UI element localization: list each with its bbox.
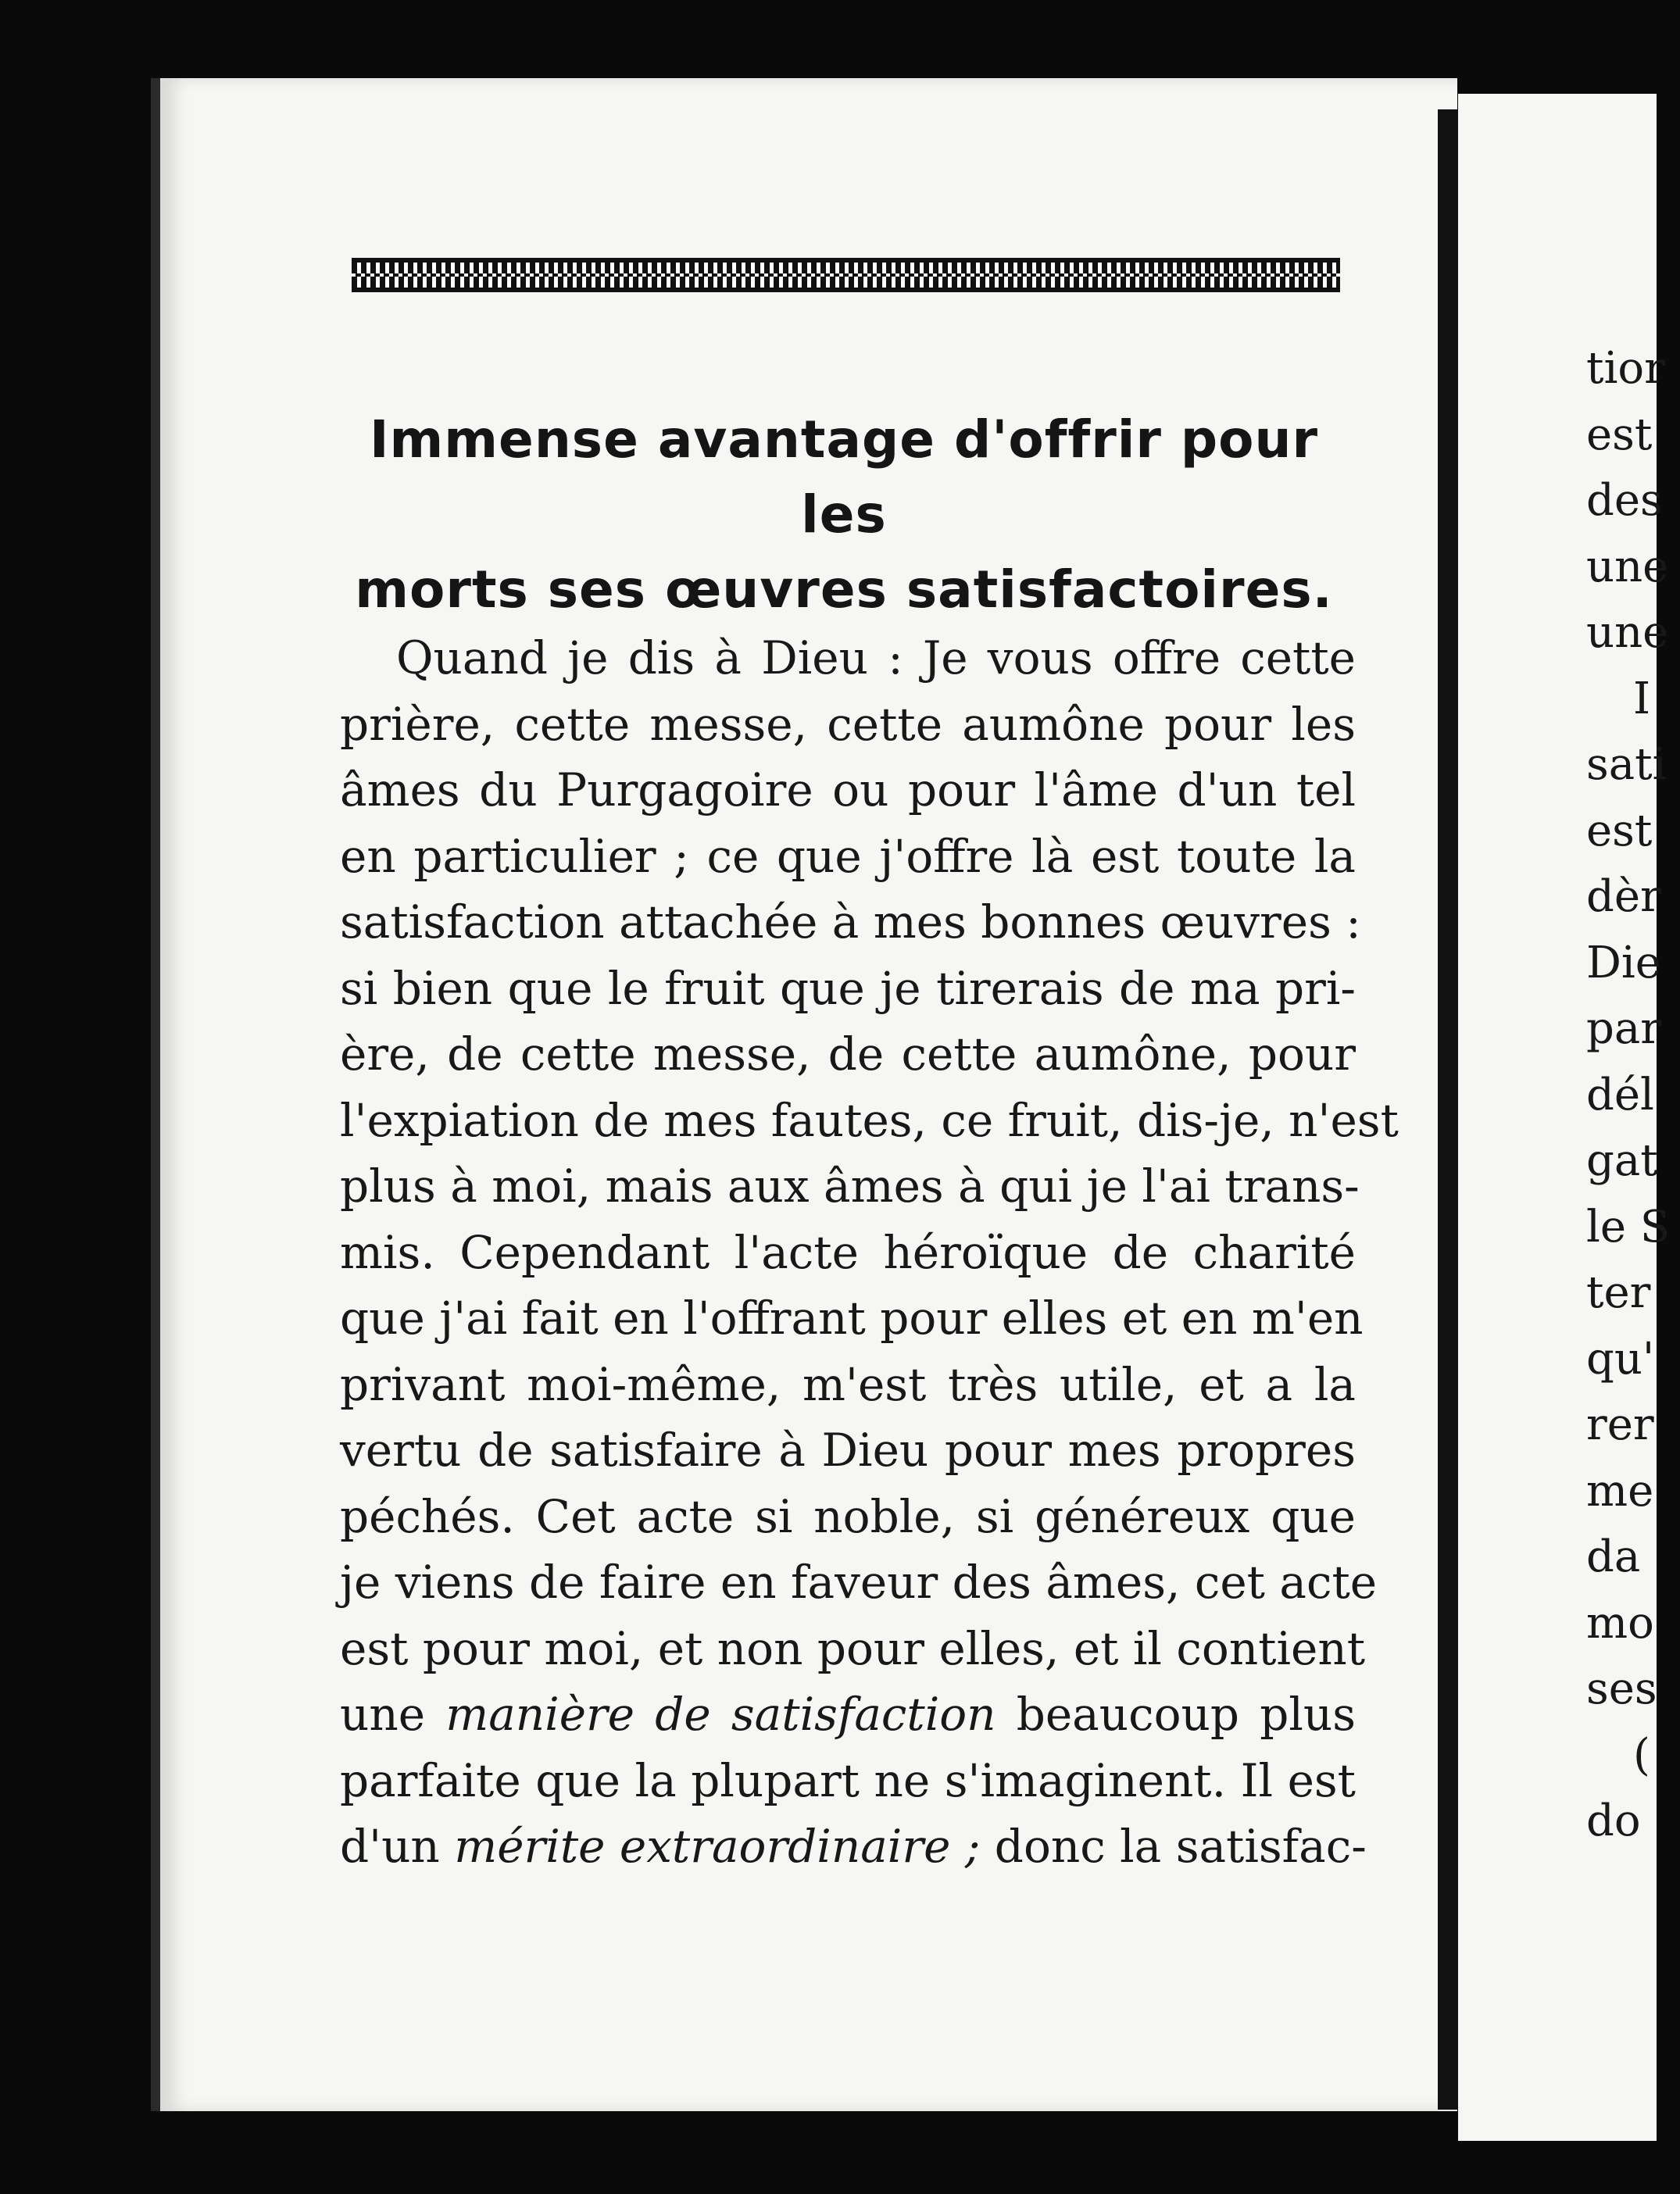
body-paragraph — [340, 625, 1399, 1880]
right-page-fragment: ( — [1633, 1729, 1650, 1781]
right-page-fragment: rer — [1586, 1399, 1654, 1450]
text-line: vertu de satisfaire à Dieu pour mes propres — [340, 1424, 1356, 1477]
text-line: privant moi-même, m'est très utile, et a la — [340, 1357, 1356, 1411]
right-page-fragment: une — [1586, 607, 1669, 658]
decorative-border-ornament — [352, 258, 1340, 292]
right-page-fragment: le S — [1586, 1201, 1671, 1252]
right-page-fragment: est — [1586, 805, 1653, 856]
text-line: parfaite que la plupart ne s'imaginent. Il est — [340, 1753, 1356, 1807]
right-page-fragment: gat — [1586, 1135, 1658, 1186]
title-line-2: morts ses œuvres satisfactoires. — [355, 559, 1333, 620]
right-page-fragment: dél — [1586, 1069, 1654, 1120]
book-spine — [1438, 109, 1458, 2110]
text-segment: d'un — [340, 1820, 455, 1873]
text-segment: beaucoup plus — [995, 1688, 1356, 1741]
right-page-fragment: par — [1586, 1003, 1662, 1054]
right-page-fragment: qu' — [1586, 1333, 1655, 1385]
italic-phrase: manière de satisfaction — [445, 1688, 996, 1741]
text-line: prière, cette messe, cette aumône pour les — [340, 697, 1356, 751]
right-page-fragment: tior — [1586, 343, 1665, 394]
text-line: que j'ai fait en l'offrant pour elles et en m'en — [340, 1292, 1364, 1345]
text-line: si bien que le fruit que je tirerais de ma pri- — [340, 961, 1356, 1015]
text-line: péchés. Cet acte si noble, si généreux que — [340, 1489, 1356, 1543]
right-page-fragment: mo — [1586, 1597, 1654, 1649]
right-page-fragment: da — [1586, 1531, 1641, 1582]
text-line: satisfaction attachée à mes bonnes œuvres : — [340, 895, 1361, 949]
text-line: ère, de cette messe, de cette aumône, pour — [340, 1027, 1356, 1081]
right-page-fragment: une — [1586, 541, 1669, 592]
text-line: mis. Cependant l'acte héroïque de charité — [340, 1225, 1356, 1279]
text-segment: donc la satisfac- — [980, 1820, 1367, 1873]
text-line: en particulier ; ce que j'offre là est toute la — [340, 829, 1356, 883]
text-line: l'expiation de mes fautes, ce fruit, dis-je, n'est — [340, 1093, 1399, 1147]
right-page-fragment: I — [1633, 673, 1651, 724]
text-line: je viens de faire en faveur des âmes, cet acte — [340, 1556, 1378, 1609]
text-line-with-italic — [340, 1813, 1367, 1880]
right-page-fragment: dèr — [1586, 871, 1661, 922]
right-page-fragment: Die — [1586, 937, 1661, 988]
text-segment: une — [340, 1688, 446, 1741]
right-page-fragment: ter — [1586, 1267, 1651, 1318]
text-line-with-italic — [340, 1681, 1356, 1748]
right-page-text-fragments — [1586, 336, 1680, 1855]
right-page-fragment: me — [1586, 1465, 1654, 1517]
title-line-1: Immense avantage d'offrir pour les — [369, 409, 1319, 545]
text-line: est pour moi, et non pour elles, et il contient — [340, 1621, 1366, 1675]
text-line: plus à moi, mais aux âmes à qui je l'ai trans- — [340, 1160, 1360, 1213]
right-page-fragment: des — [1586, 475, 1663, 526]
right-page-fragment: sati — [1586, 739, 1667, 790]
right-page-fragment: est — [1586, 409, 1653, 460]
right-page-fragment: do — [1586, 1796, 1641, 1846]
text-line: Quand je dis à Dieu : Je vous offre cette — [396, 631, 1356, 684]
text-line: âmes du Purgagoire ou pour l'âme d'un tel — [340, 763, 1356, 816]
page-title — [336, 402, 1352, 627]
right-page-fragment: ses — [1586, 1663, 1657, 1714]
italic-phrase: mérite extraordinaire ; — [454, 1820, 981, 1873]
